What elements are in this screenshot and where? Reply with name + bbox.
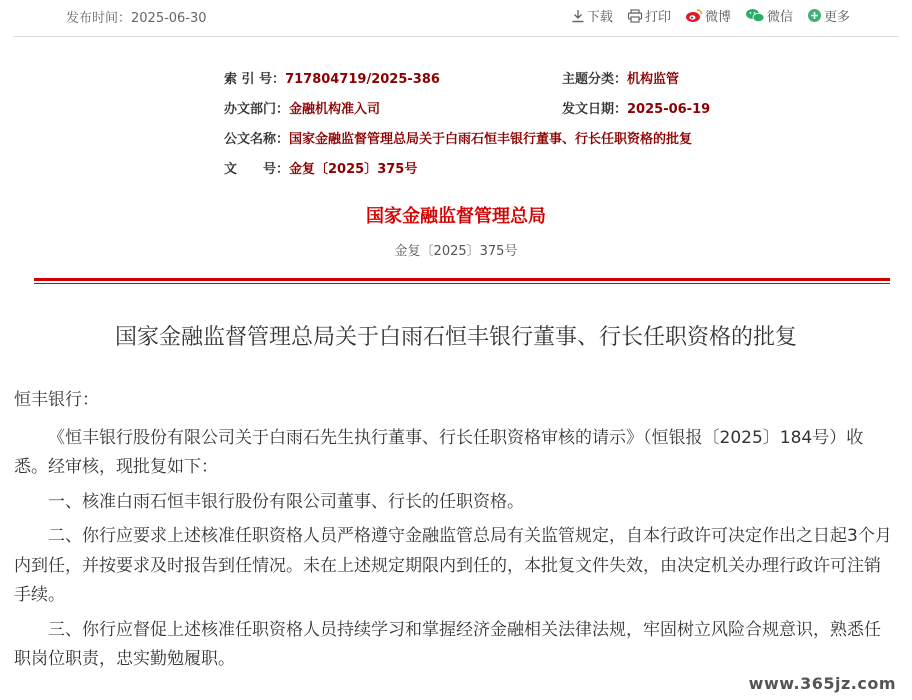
meta-dept-value: 金融机构准入司 — [289, 102, 381, 117]
meta-category-value: 机构监管 — [627, 72, 680, 87]
meta-docnum-label: 文 号： — [224, 162, 290, 177]
weibo-icon — [685, 8, 703, 23]
meta-index-label: 索 引 号： — [224, 72, 286, 87]
wechat-label: 微信 — [766, 10, 793, 25]
body-paragraph-1: 《恒丰银行股份有限公司关于白雨石先生执行董事、行长任职资格审核的请示》（恒银报〔2025〕184号）收悉。经审核，现批复如下： — [14, 427, 864, 477]
share-actions — [557, 6, 850, 25]
document-number: 金复〔2025〕375号 — [394, 244, 518, 259]
meta-date-label: 发文日期： — [562, 102, 628, 117]
top-divider — [14, 36, 898, 37]
meta-docnum — [224, 158, 417, 177]
meta-date — [562, 98, 710, 117]
meta-docname — [224, 128, 692, 147]
salutation: 恒丰银行： — [14, 390, 99, 410]
print-button[interactable] — [627, 6, 671, 25]
weibo-share-button[interactable] — [685, 6, 731, 25]
body-paragraph-3: 二、你行应要求上述核准任职资格人员严格遵守金融监管总局有关监管规定，自本行政许可决定作出之日起3个月内到任，并按要求及时报告到任情况。未在上述规定期限内到任的，本批复文件失效，由决定机关办理行政许可注销手续。 — [14, 526, 892, 605]
meta-dept-label: 办文部门： — [224, 102, 290, 117]
more-share-button[interactable] — [807, 6, 850, 25]
meta-dept — [224, 98, 380, 117]
site-watermark: www.365jz.com — [743, 672, 902, 695]
meta-index-value: 717804719/2025-386 — [285, 72, 440, 87]
meta-category — [562, 68, 679, 87]
document-body — [14, 386, 892, 680]
red-rule-thin — [34, 283, 890, 284]
body-paragraph-4: 三、你行应督促上述核准任职资格人员持续学习和掌握经济金融相关法律法规，牢固树立风险合规意识，熟悉任职岗位职责，忠实勤勉履职。 — [14, 619, 881, 669]
meta-docname-label: 公文名称： — [224, 132, 290, 147]
weibo-label: 微博 — [704, 10, 731, 25]
download-label: 下载 — [586, 10, 613, 25]
plus-circle-icon — [807, 8, 822, 23]
download-icon — [571, 9, 585, 23]
publish-time: 发布时间：2025-06-30 — [66, 11, 207, 26]
meta-docname-value: 国家金融监督管理总局关于白雨石恒丰银行董事、行长任职资格的批复 — [289, 132, 693, 147]
download-button[interactable] — [571, 6, 613, 25]
issuing-agency: 国家金融监督管理总局 — [366, 206, 546, 227]
red-rule-thick — [34, 278, 890, 281]
meta-date-value: 2025-06-19 — [627, 102, 711, 117]
wechat-icon — [745, 8, 765, 23]
body-paragraph-2: 一、核准白雨石恒丰银行股份有限公司董事、行长的任职资格。 — [48, 491, 524, 512]
meta-docnum-value: 金复〔2025〕375号 — [289, 162, 418, 177]
more-label: 更多 — [823, 10, 850, 25]
meta-index — [224, 68, 440, 87]
printer-icon — [627, 9, 643, 23]
wechat-share-button[interactable] — [745, 6, 793, 25]
document-title: 国家金融监督管理总局关于白雨石恒丰银行董事、行长任职资格的批复 — [114, 325, 797, 350]
top-bar — [0, 0, 912, 32]
print-label: 打印 — [644, 10, 671, 25]
meta-category-label: 主题分类： — [562, 72, 628, 87]
